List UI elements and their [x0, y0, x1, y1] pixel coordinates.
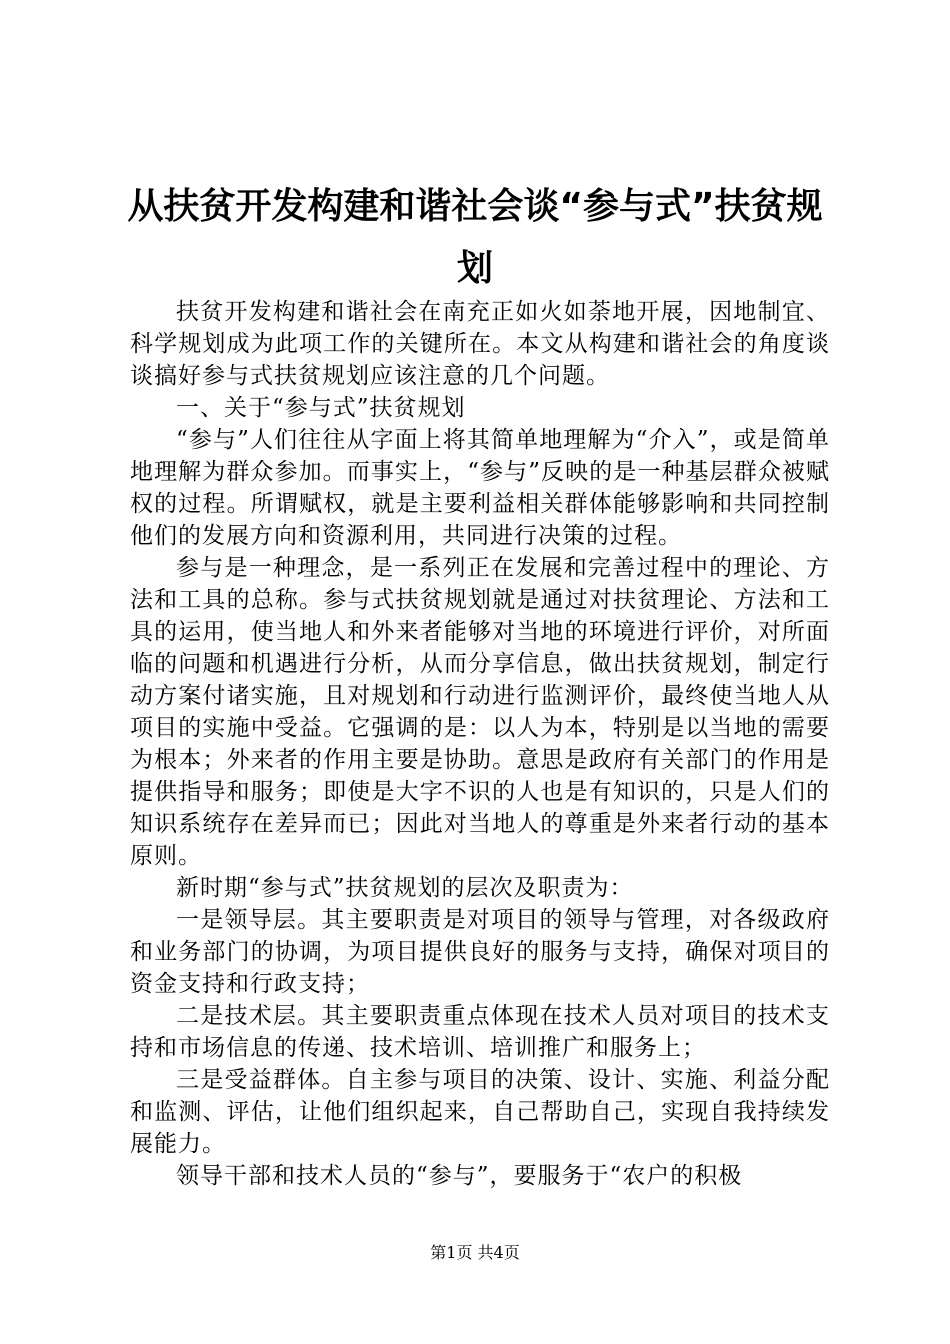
paragraph-beneficiary-group: 三是受益群体。自主参与项目的决策、设计、实施、利益分配和监测、评估，让他们组织起来，自己帮助自己，实现自我持续发展能力。: [130, 1067, 830, 1157]
paragraph-cadres-participation: 领导干部和技术人员的“参与”，要服务于“农户的积极: [176, 1163, 743, 1189]
section-heading-1: 一、关于“参与式”扶贫规划: [176, 395, 466, 421]
document-title: 从扶贫开发构建和谐社会谈“参与式”扶贫规划: [127, 186, 823, 289]
paragraph-intro: 扶贫开发构建和谐社会在南充正如火如荼地开展，因地制宜、科学规划成为此项工作的关键所在。本文从构建和谐社会的角度谈谈搞好参与式扶贫规划应该注意的几个问题。: [130, 299, 830, 389]
paragraph-participation-concept: 参与是一种理念，是一系列正在发展和完善过程中的理论、方法和工具的总称。参与式扶贫规划就是通过对扶贫理论、方法和工具的运用，使当地人和外来者能够对当地的环境进行评价，对所面临的问题和机遇进行分析，从而分享信息，做出扶贫规划，制定行动方案付诸实施，且对规划和行动进行监测评价，最终使当地人从项目的实施中受益。它强调的是：以人为本，特别是以当地的需要为根本；外来者的作用主要是协助。意思是政府有关部门的作用是提供指导和服务；即使是大字不识的人也是有知识的，只是人们的知识系统存在差异而已；因此对当地人的尊重是外来者行动的基本原则。: [130, 555, 830, 869]
paragraph-technical-level: 二是技术层。其主要职责重点体现在技术人员对项目的技术支持和市场信息的传递、技术培训、培训推广和服务上；: [130, 1003, 830, 1061]
page-number-footer: 第1页 共4页: [430, 1243, 520, 1262]
paragraph-levels-intro: 新时期“参与式”扶贫规划的层次及职责为：: [176, 875, 634, 901]
paragraph-participation-meaning: “参与”人们往往从字面上将其简单地理解为“介入”，或是简单地理解为群众参加。而事实上，“参与”反映的是一种基层群众被赋权的过程。所谓赋权，就是主要利益相关群体能够影响和共同控制他们的发展方向和资源利用，共同进行决策的过程。: [130, 427, 830, 549]
paragraph-leadership-level: 一是领导层。其主要职责是对项目的领导与管理，对各级政府和业务部门的协调，为项目提供良好的服务与支持，确保对项目的资金支持和行政支持；: [130, 907, 830, 997]
document-body: [130, 296, 830, 1192]
